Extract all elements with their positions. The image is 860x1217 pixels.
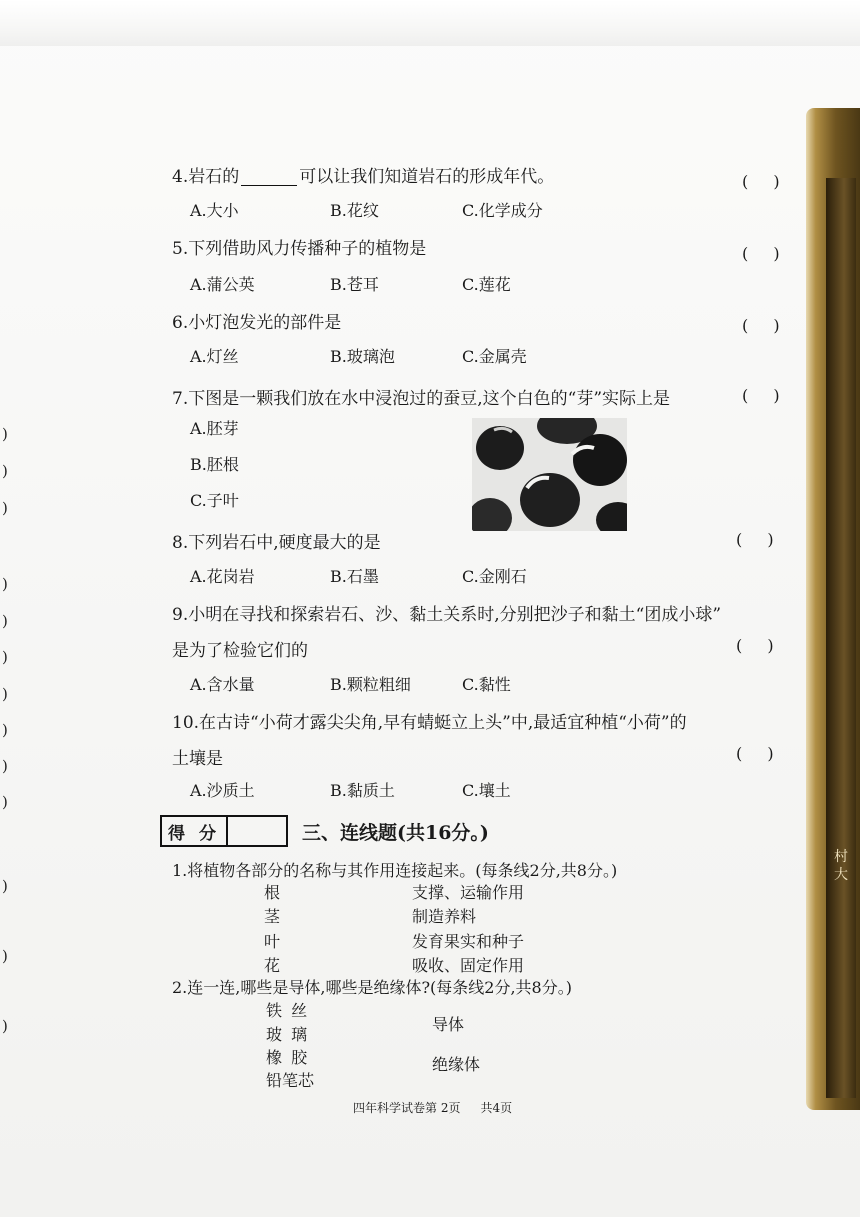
margin-paren: ) [2,685,8,703]
option-b: B.石墨 [330,567,379,586]
margin-paren: ) [2,947,8,965]
material-item[interactable]: 橡 胶 [266,1048,310,1067]
binding-inner [826,178,856,1098]
question-10: 10.在古诗“小荷才露尖尖角,早有蜻蜓立上头”中,最适宜种植“小荷”的 [172,713,687,733]
answer-paren[interactable]: ( ) [736,636,784,655]
question-7: 7.下图是一颗我们放在水中浸泡过的蚕豆,这个白色的“芽”实际上是 [172,389,671,409]
margin-paren: ) [2,793,8,811]
option-b: B.玻璃泡 [330,347,395,366]
book-binding-edge [806,108,860,1110]
plant-function[interactable]: 发育果实和种子 [412,932,525,951]
bean-image-graphic [472,418,627,531]
question-8: 8.下列岩石中,硬度最大的是 [172,533,381,553]
margin-paren: ) [2,877,8,895]
margin-paren: ) [2,757,8,775]
binding-edge-text: 村大 [834,849,848,883]
material-item[interactable]: 玻 璃 [266,1025,310,1044]
option-a: A.大小 [190,201,239,220]
footer-page-number: 四年科学试卷第 2页 [353,1101,461,1115]
margin-paren: ) [2,1017,8,1035]
option-c: C.金刚石 [462,567,527,586]
option-a: A.灯丝 [190,347,239,366]
margin-paren: ) [2,462,8,480]
plant-part[interactable]: 叶 [264,932,281,951]
option-a: A.胚芽 [190,419,239,438]
answer-paren[interactable]: ( ) [742,172,790,191]
option-c: C.莲花 [462,275,511,294]
fill-blank[interactable] [241,167,297,186]
answer-paren[interactable]: ( ) [742,244,790,263]
plant-part[interactable]: 茎 [264,907,281,926]
soaked-bean-photo [472,418,627,531]
question-4-prefix: 4.岩石的 [172,167,240,187]
section-title: 三、连线题(共16分。) [302,822,489,844]
option-c: C.金属壳 [462,347,527,366]
margin-paren: ) [2,499,8,517]
page-top-shadow [0,0,860,46]
matching-question-2: 2.连一连,哪些是导体,哪些是绝缘体?(每条线2分,共8分。) [172,978,572,997]
margin-paren: ) [2,721,8,739]
plant-function[interactable]: 制造养料 [412,907,477,926]
margin-paren: ) [2,612,8,630]
margin-paren: ) [2,575,8,593]
plant-function[interactable]: 吸收、固定作用 [412,956,525,975]
question-10-line2: 土壤是 [172,749,223,769]
question-4 [172,162,554,187]
plant-part[interactable]: 花 [264,956,281,975]
question-9: 9.小明在寻找和探索岩石、沙、黏土关系时,分别把沙子和黏土“团成小球” [172,605,722,625]
page-footer [353,1099,532,1116]
option-b: B.颗粒粗细 [330,675,411,694]
material-category[interactable]: 绝缘体 [432,1055,481,1074]
option-c: C.壤土 [462,781,511,800]
option-a: A.花岗岩 [190,567,255,586]
answer-paren[interactable]: ( ) [736,744,784,763]
plant-part[interactable]: 根 [264,883,281,902]
option-c: C.子叶 [190,491,239,510]
option-b: B.苍耳 [330,275,379,294]
answer-paren[interactable]: ( ) [742,316,790,335]
material-category[interactable]: 导体 [432,1015,465,1034]
score-input-cell[interactable] [228,817,286,845]
question-5: 5.下列借助风力传播种子的植物是 [172,239,427,259]
option-a: A.含水量 [190,675,255,694]
margin-paren: ) [2,648,8,666]
answer-paren[interactable]: ( ) [742,386,790,405]
question-9-line2: 是为了检验它们的 [172,641,308,661]
material-item[interactable]: 铁 丝 [266,1001,310,1020]
plant-function[interactable]: 支撑、运输作用 [412,883,525,902]
question-4-suffix: 可以让我们知道岩石的形成年代。 [299,167,555,187]
option-c: C.黏性 [462,675,511,694]
matching-question-1: 1.将植物各部分的名称与其作用连接起来。(每条线2分,共8分。) [172,861,618,880]
option-a: A.蒲公英 [190,275,255,294]
option-c: C.化学成分 [462,201,543,220]
score-label: 得 分 [162,817,228,845]
question-6: 6.小灯泡发光的部件是 [172,313,342,333]
footer-total-pages: 共4页 [480,1101,513,1115]
answer-paren[interactable]: ( ) [736,530,784,549]
margin-paren: ) [2,425,8,443]
option-a: A.沙质土 [190,781,255,800]
option-b: B.黏质土 [330,781,395,800]
option-b: B.胚根 [190,455,239,474]
option-b: B.花纹 [330,201,379,220]
material-item[interactable]: 铅笔芯 [266,1071,315,1090]
score-box [160,815,288,847]
